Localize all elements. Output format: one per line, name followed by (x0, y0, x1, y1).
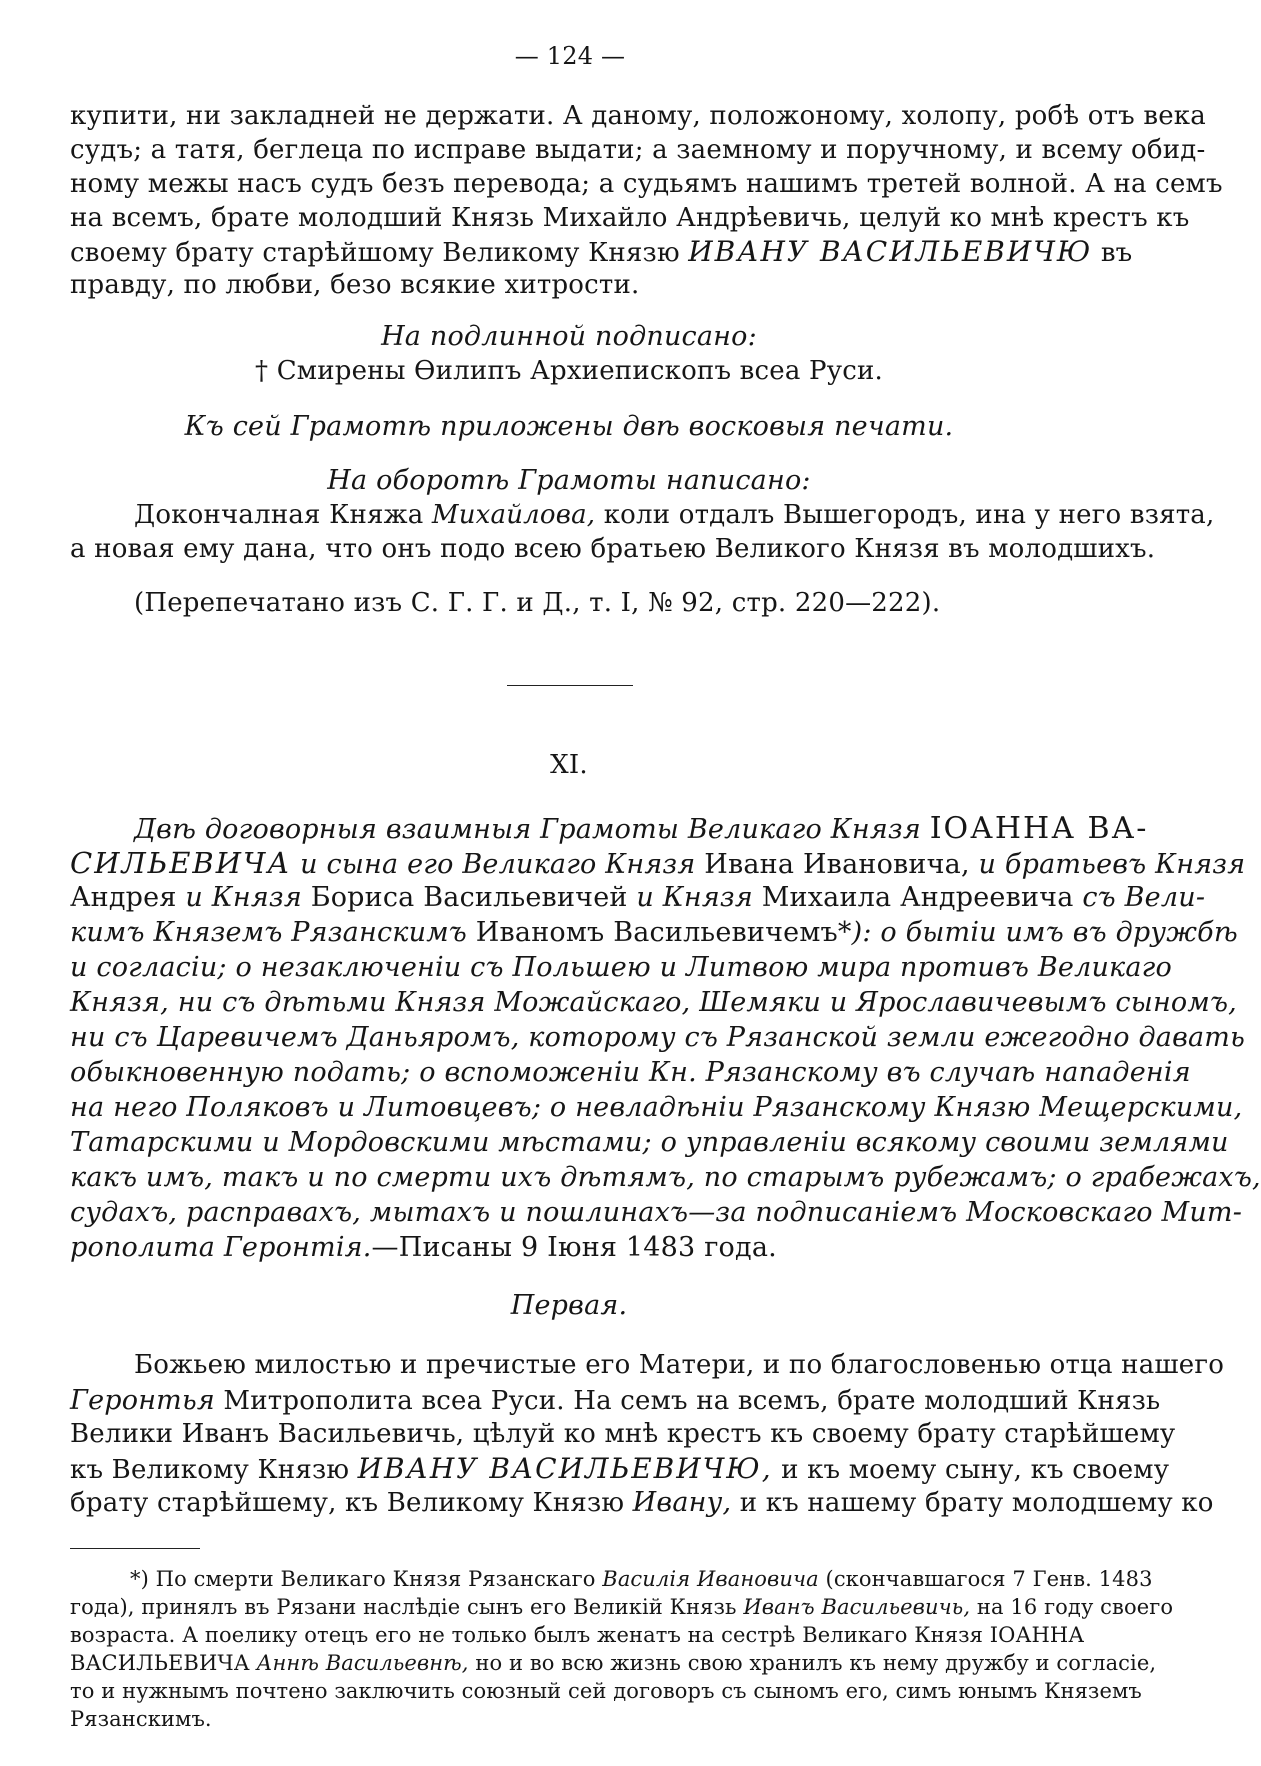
section-divider (507, 685, 633, 686)
seals-note: Къ сей Грамотѣ приложены двѣ восковыя печати. (184, 411, 954, 442)
grand-prince-name: ИВАНУ ВАСИЛЬЕВИЧЮ (688, 235, 1093, 268)
text-line (70, 846, 1246, 880)
text-line: ному межы насъ судъ безъ перевода; а судьямъ нашимъ третей волной. А на семъ (70, 169, 1223, 199)
text-span: коли отдалъ Вышегородъ, ина у него взята, (595, 500, 1215, 530)
signature-text: † Смирены Ѳилипъ Архиепископъ всеа Руси. (255, 356, 883, 386)
reprint-note: (Перепечатано изъ С. Г. Г. и Д., т. I, № 92, стр. 220—222). (134, 588, 941, 618)
text-span: и Князя (176, 882, 311, 913)
text-line: Божьею милостью и пречистые его Матери, и по благословенью отца нашего (134, 1350, 1225, 1380)
text-line: Велики Иванъ Васильевичь, цѣлуй ко мнѣ крестъ къ своему брату старѣйшему (70, 1419, 1176, 1449)
text-line: возраста. А поелику отецъ его не только былъ женатъ на сестрѣ Великаго Князя ІОАННА (70, 1623, 1085, 1647)
text-span: года), принялъ въ Рязани наслѣдіе сынъ его Великій Князь (70, 1595, 744, 1619)
text-span: брату старѣйшему, къ Великому Князю (70, 1488, 633, 1518)
text-line: то и нужнымъ почтено заключить союзный сей договоръ съ сыномъ его, симъ юнымъ Княземъ (70, 1679, 1142, 1703)
text-span: СИЛЬЕВИЧА (70, 846, 292, 880)
text-line: Татарскими и Мордовскими мѣстами; о управленіи всякому своими землями (70, 1127, 1229, 1158)
first-charter-heading: Первая. (510, 1290, 628, 1321)
text-line: обыкновенную подать; о вспоможеніи Кн. Рязанскому въ случаѣ нападенія (70, 1057, 1191, 1088)
text-line: а новая ему дана, что онъ подо всею братьею Великого Князя въ молодшихъ. (70, 534, 1156, 564)
reverse-heading: На оборотѣ Грамоты написано: (327, 465, 811, 496)
text-span: но и во всю жизнь свою хранилъ къ нему дружбу и согласіе, (468, 1651, 1157, 1675)
text-span: Василія Ивановича (602, 1567, 819, 1591)
text-span: и Князя (627, 882, 762, 913)
text-span: своему брату старѣйшому Великому Князю (70, 238, 689, 268)
text-line: и согласіи; о незаключеніи съ Польшею и Литвою мира противъ Великаго (70, 952, 1172, 983)
text-line: судъ; а татя, беглеца по исправе выдати; а заемному и поручному, и всему обид- (70, 135, 1206, 165)
text-span: Двѣ договорныя взаимныя Грамоты Великаго Князя (134, 814, 930, 845)
text-line: Князя, ни съ дѣтьми Князя Можайскаго, Шемяки и Ярославичевымъ сыномъ, (70, 987, 1237, 1018)
text-line (70, 1385, 1161, 1416)
text-span: *) По смерти Великаго Князя Рязанскаго (130, 1567, 603, 1591)
text-line (70, 917, 1238, 948)
text-span: Иваномъ Васильевичемъ (475, 917, 838, 948)
text-span: Митрополита всеа Руси. На семъ на всемъ, брате молодший Князь (214, 1386, 1161, 1416)
text-line (134, 500, 1215, 530)
text-span: Аннѣ Васильевнѣ, (256, 1651, 469, 1675)
page-number: — 124 — (514, 42, 626, 70)
grand-prince-name: ИВАНУ ВАСИЛЬЕВИЧЮ, (357, 1452, 773, 1485)
text-span: Ивана Ивановича, (704, 849, 970, 880)
text-line (130, 1567, 1153, 1591)
text-line (134, 811, 1149, 846)
section-number: XI. (550, 750, 588, 780)
text-span: и къ нашему брату молодшему ко (731, 1488, 1214, 1518)
text-line (70, 1234, 777, 1261)
text-span: Михаила Андреевича (761, 882, 1074, 913)
text-line: какъ имъ, такъ и по смерти ихъ дѣтямъ, по старымъ рубежамъ; о грабежахъ, (70, 1162, 1261, 1193)
text-line: на всемъ, брате молодший Князь Михайло Андрѣевичь, целуй ко мнѣ крестъ къ (70, 203, 1190, 233)
text-span: на 16 году своего (970, 1595, 1174, 1619)
text-line (70, 1452, 1170, 1485)
text-span: Иванъ Васильевичь, (743, 1595, 971, 1619)
text-span: и братьевъ Князя (969, 849, 1246, 880)
text-span: въ (1092, 238, 1133, 268)
text-line: судахъ, расправахъ, мытахъ и пошлинахъ—за подписаніемъ Московскаго Мит- (70, 1197, 1243, 1228)
text-line: на него Поляковъ и Литовцевъ; о невладѣніи Рязанскому Князю Мещерскими, (70, 1092, 1243, 1123)
text-span: ІОАННА ВА- (929, 811, 1149, 846)
text-span: Докончалная Княжа (134, 500, 432, 530)
text-span: —Писаны 9 Іюня 1483 года. (371, 1232, 777, 1263)
text-span: кимъ Княземъ Рязанскимъ (70, 917, 476, 948)
text-span: съ Вели- (1073, 882, 1206, 913)
text-line (70, 882, 1206, 913)
text-line: купити, ни закладней не держати. А даному, положоному, холопу, робѣ отъ века (70, 101, 1206, 131)
text-span: Ивану, (632, 1487, 732, 1518)
text-span: Геронтья (70, 1385, 215, 1416)
text-span: рополита Геронтія. (70, 1232, 372, 1263)
text-line: Рязанскимъ. (70, 1707, 212, 1731)
text-line: ни съ Царевичемъ Даньяромъ, которому съ Рязанской земли ежегодно давать (70, 1022, 1245, 1053)
text-line (70, 235, 1133, 268)
text-span: Михайлова, (431, 500, 596, 530)
text-line: правду, по любви, безо всякие хитрости. (70, 270, 640, 300)
text-span: къ Великому Князю (70, 1455, 358, 1485)
text-span: и сына его Великаго Князя (291, 849, 705, 880)
text-span: (скончавшагося 7 Генв. 1483 (818, 1567, 1153, 1591)
text-span: и къ моему сыну, къ своему (772, 1455, 1170, 1485)
text-line (70, 1487, 1214, 1518)
text-span: *): о бытіи имъ въ дружбѣ (837, 917, 1238, 948)
text-span: ВАСИЛЬЕВИЧА (70, 1651, 257, 1675)
footnote-divider (70, 1548, 200, 1549)
text-span: Андрея (70, 882, 177, 913)
signature-heading: На подлинной подписано: (381, 321, 757, 352)
text-line (70, 1651, 1157, 1675)
text-line (70, 1595, 1174, 1619)
text-span: Бориса Васильевичей (310, 882, 628, 913)
